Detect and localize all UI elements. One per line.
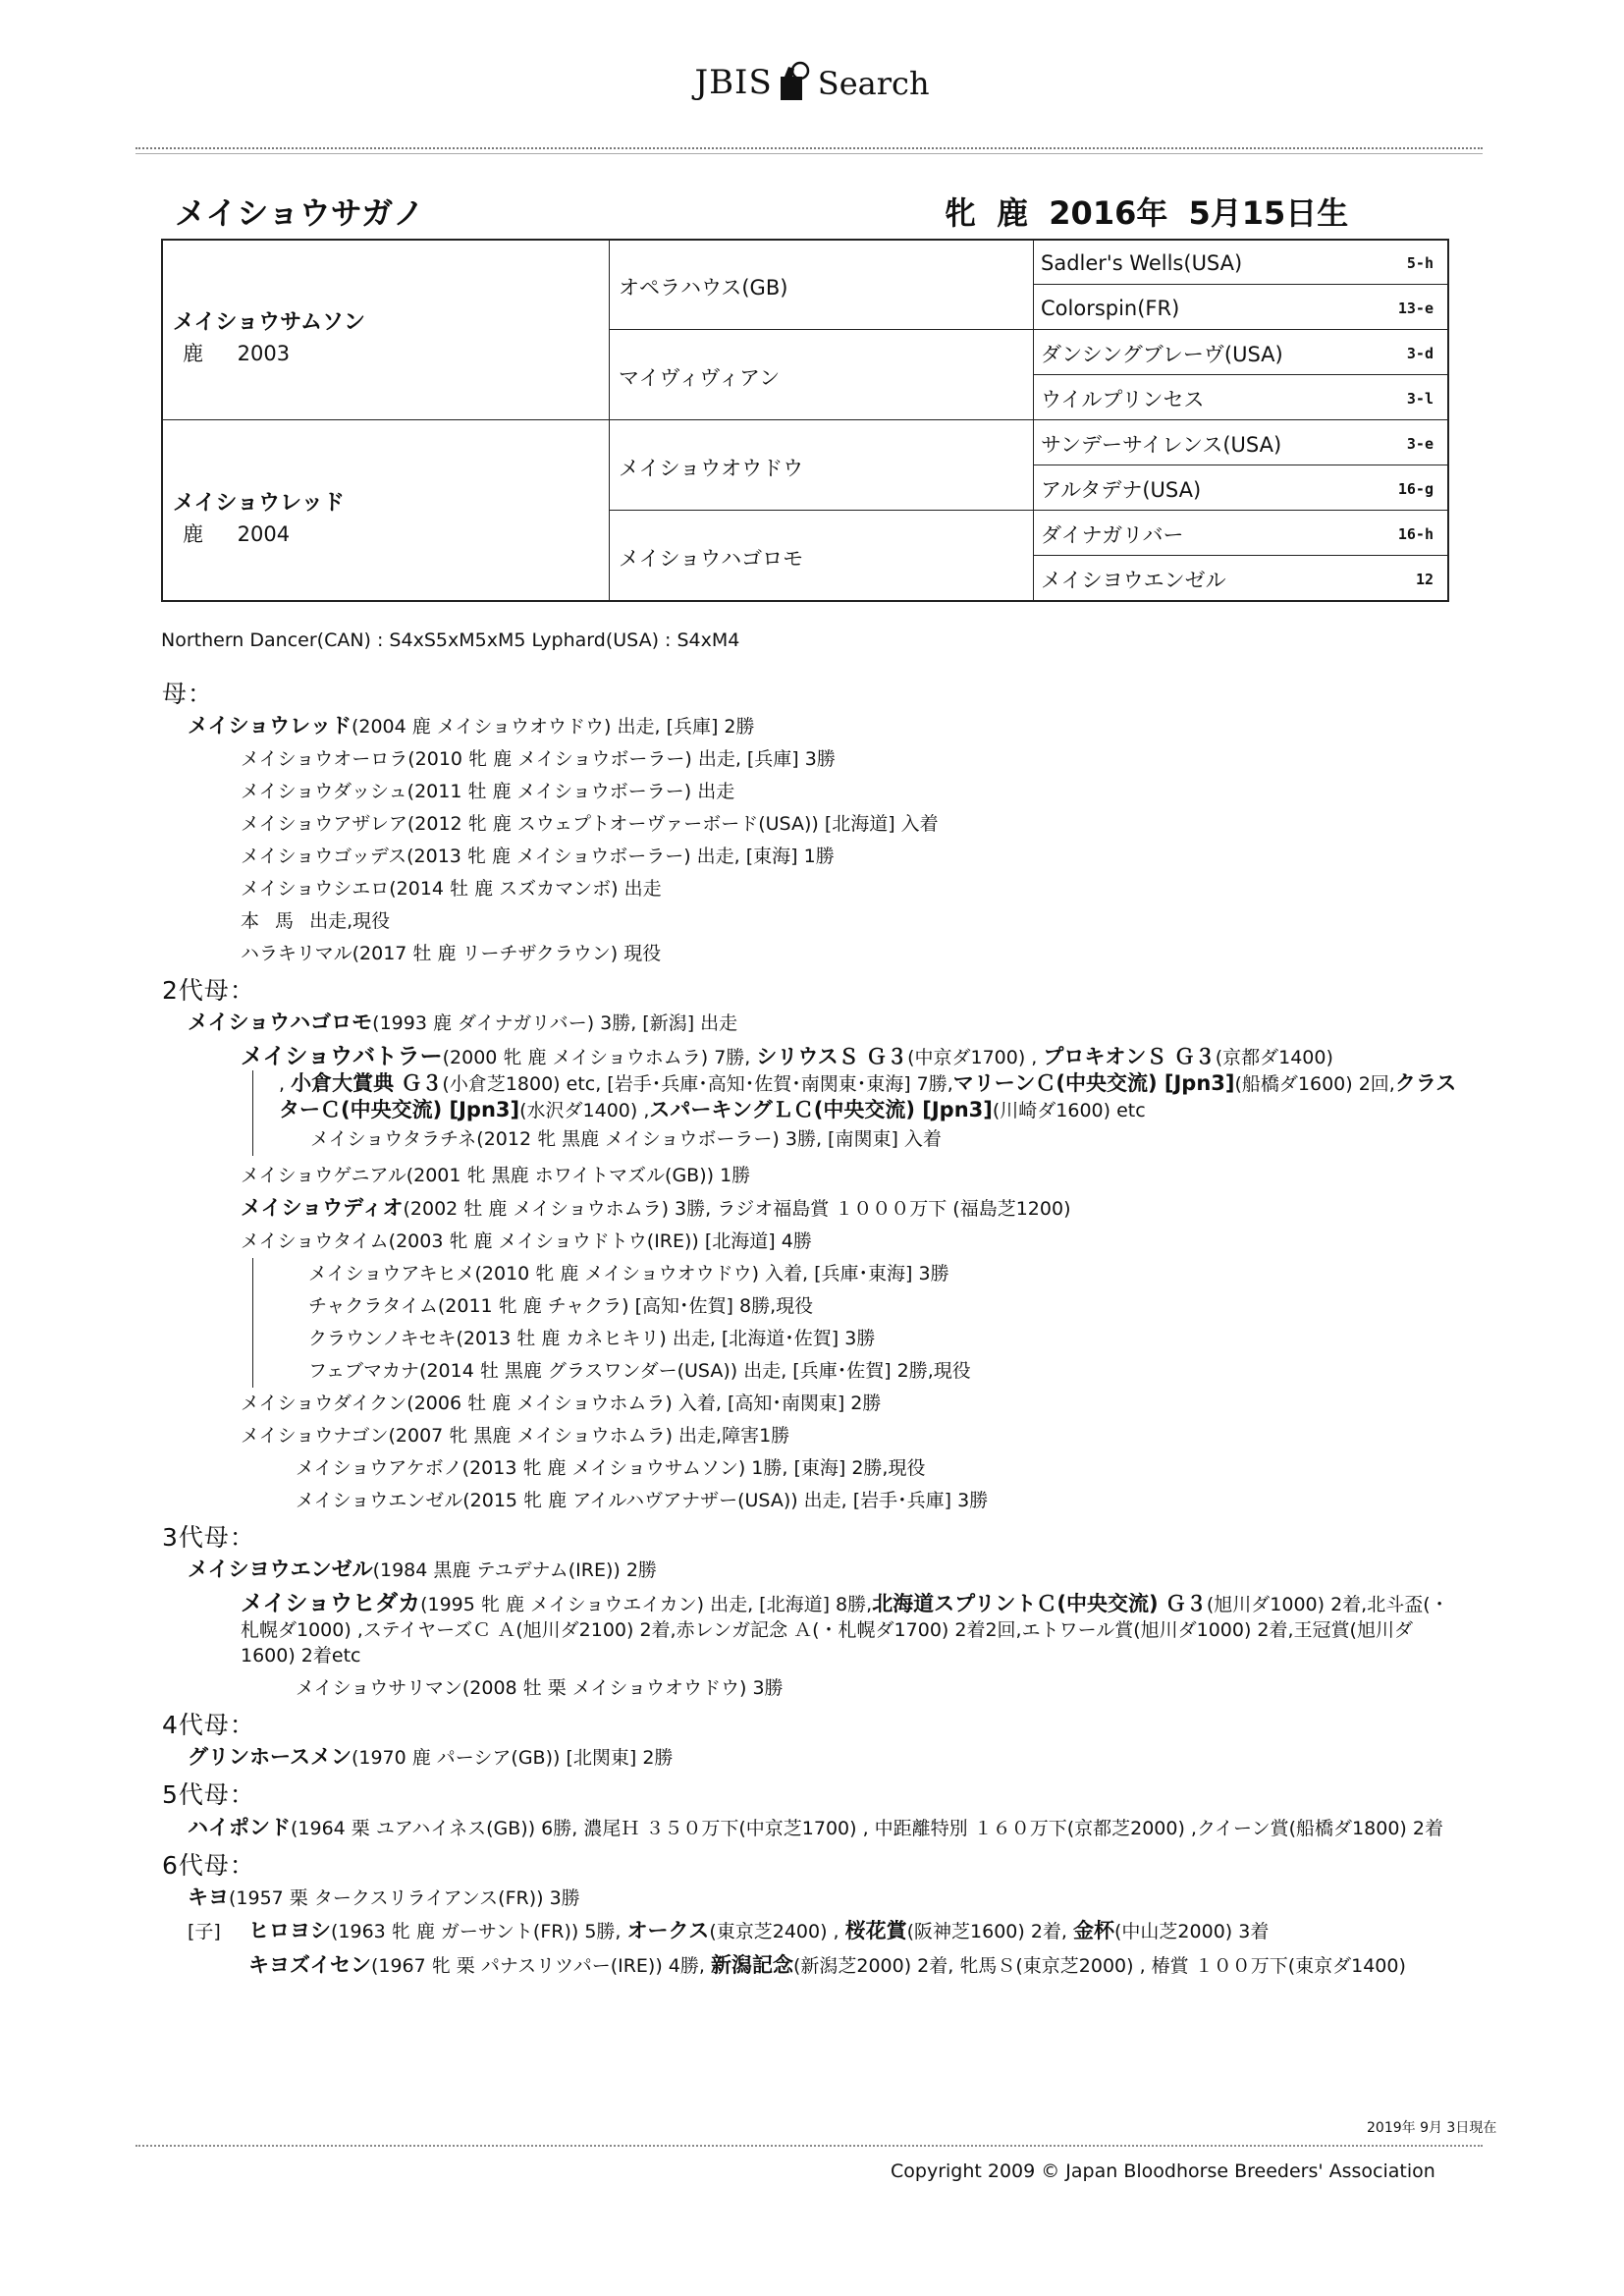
header-divider-line bbox=[135, 153, 1483, 154]
list-item: メイショウエンゼル(2015 牝 鹿 アイルハヴアナザー(USA)) 出走, [岩手･兵庫] 3勝 bbox=[296, 1490, 989, 1511]
jbis-search-logo bbox=[0, 61, 1624, 102]
section-dam: 母： bbox=[162, 680, 214, 708]
grandparent-row: ウイルプリンセス 3-l bbox=[1041, 388, 1434, 411]
list-item: グリンホースメン(1970 鹿 パーシア(GB)) [北関東] 2勝 bbox=[188, 1745, 674, 1769]
list-item: メイショウバトラー(2000 牝 鹿 メイショウホムラ) 7勝, シリウスＳ Ｇ３(中京ダ1700) , プロキオンＳ Ｇ３(京都ダ1400) , 小倉大賞典 Ｇ３(小倉芝1800) etc, [岩手･兵庫･高知･佐賀･南関東･東海] 7勝,マリーンＣ(中央交流) [Jpn3](船橋ダ1600) 2回,クラスターＣ(中央交流) [Jpn3](水沢ダ1400) ,スパーキングＬＣ(中央交流) [Jpn3](川崎ダ1600) etc メイショウタラチネ(2012 牝 黒鹿 メイショウボーラー) 3勝, [南関東] 入着 bbox=[162, 1040, 1478, 1160]
list-item: キヨズイセン(1967 牝 栗 パナスリツパー(IRE)) 4勝, 新潟記念(新潟芝2000) 2着, 牝馬Ｓ(東京芝2000) , 椿賞 １００万下(東京ダ1400) bbox=[248, 1953, 1406, 1977]
grandparent-row: ダンシングブレーヴ(USA) 3-d bbox=[1041, 343, 1434, 366]
footer-divider bbox=[135, 2145, 1483, 2147]
dam-sire: メイショウオウドウ bbox=[619, 457, 804, 480]
sire-cell bbox=[173, 305, 365, 367]
list-item: メイショウサリマン(2008 牡 栗 メイショウオウドウ) 3勝 bbox=[296, 1677, 784, 1699]
header-divider bbox=[135, 147, 1483, 149]
grandparent-row: アルタデナ(USA) 16-g bbox=[1041, 478, 1434, 502]
sire-dam: マイヴィヴィアン bbox=[619, 366, 781, 390]
section-5th-dam: 5代母： bbox=[162, 1780, 255, 1809]
list-item: メイショウダイクン(2006 牡 鹿 メイショウホムラ) 入着, [高知･南関東] 2勝 bbox=[241, 1393, 882, 1414]
list-item: メイショウハゴロモ(1993 鹿 ダイナガリバー) 3勝, [新潟] 出走 bbox=[188, 1011, 738, 1034]
section-3rd-dam: 3代母： bbox=[162, 1523, 255, 1552]
sire-sire: オペラハウス(GB) bbox=[619, 276, 788, 300]
grandparent-row: Sadler's Wells(USA) 5-h bbox=[1041, 251, 1434, 275]
list-item: ハラキリマル(2017 牡 鹿 リーチザクラウン) 現役 bbox=[241, 943, 662, 964]
dam-sub: 鹿 2004 bbox=[183, 522, 291, 546]
section-4th-dam: 4代母： bbox=[162, 1711, 255, 1739]
list-item: メイショウディオ(2002 牡 鹿 メイショウホムラ) 3勝, ラジオ福島賞 １０００万下 (福島芝1200) bbox=[241, 1196, 1071, 1220]
offspring-group bbox=[252, 1258, 1478, 1388]
list-item: メイショウゴッデス(2013 牝 鹿 メイショウボーラー) 出走, [東海] 1勝 bbox=[241, 846, 835, 867]
list-item: [子] ヒロヨシ(1963 牝 鹿 ガーサント(FR)) 5勝, オークス(東京芝2400) , 桜花賞(阪神芝1600) 2着, 金杯(中山芝2000) 3着 bbox=[188, 1919, 1270, 1942]
dam-dam: メイショウハゴロモ bbox=[619, 547, 804, 571]
list-item: メイショウレッド(2004 鹿 メイショウオウドウ) 出走, [兵庫] 2勝 bbox=[188, 714, 755, 738]
list-item: メイショウヒダカ(1995 牝 鹿 メイショウエイカン) 出走, [北海道] 8勝,北海道スプリントＣ(中央交流) Ｇ３(旭川ダ1000) 2着,北斗盃(・札幌ダ1000) ,ステイヤーズＣ Ａ(旭川ダ2100) 2着,赤レンガ記念 Ａ(・札幌ダ1700) 2着2回,エトワール賞(旭川ダ1000) 2着,王冠賞(旭川ダ1600) 2着etc bbox=[241, 1591, 1449, 1667]
grandparent-row: Colorspin(FR) 13-e bbox=[1041, 297, 1434, 320]
list-item: ハイポンド(1964 栗 ユアハイネス(GB)) 6勝, 濃尾Ｈ ３５０万下(中京芝1700) , 中距離特別 １６０万下(京都芝2000) ,クイーン賞(船橋ダ1800) 2着 bbox=[188, 1816, 1443, 1839]
dam-cell bbox=[173, 486, 345, 548]
inbreeding-summary: Northern Dancer(CAN) : S4xS5xM5xM5 Lyphard(USA) : S4xM4 bbox=[161, 629, 740, 651]
list-item: メイシヨウエンゼル(1984 黒鹿 テユデナム(IRE)) 2勝 bbox=[188, 1558, 657, 1581]
sire-name: メイショウサムソン bbox=[173, 310, 366, 335]
grandparent-row: メイシヨウエンゼル 12 bbox=[1041, 569, 1434, 592]
horse-magnifier-icon bbox=[779, 61, 812, 102]
logo-text-search: Search bbox=[817, 65, 930, 102]
copyright-text: Copyright 2009 © Japan Bloodhorse Breeders' Association bbox=[891, 2160, 1435, 2182]
sire-sub: 鹿 2003 bbox=[183, 342, 291, 365]
list-item: メイショウオーロラ(2010 牝 鹿 メイショウボーラー) 出走, [兵庫] 3勝 bbox=[241, 748, 836, 770]
grandparent-row: ダイナガリバー 16-h bbox=[1041, 523, 1434, 547]
as-of-date: 2019年 9月 3日現在 bbox=[1367, 2120, 1497, 2136]
section-2nd-dam: 2代母： bbox=[162, 976, 255, 1005]
family-details bbox=[162, 674, 1478, 1983]
horse-info: 牝 鹿 2016年 5月15日生 bbox=[945, 194, 1349, 232]
list-item: 本 馬 出走,現役 bbox=[241, 910, 391, 932]
logo-text-jbis: JBIS bbox=[694, 63, 773, 102]
list-item: チャクラタイム(2011 牝 鹿 チャクラ) [高知･佐賀] 8勝,現役 bbox=[308, 1295, 814, 1317]
section-6th-dam: 6代母： bbox=[162, 1851, 255, 1880]
list-item: メイショウタイム(2003 牝 鹿 メイショウドトウ(IRE)) [北海道] 4勝 bbox=[241, 1230, 812, 1252]
horse-name: メイショウサガノ bbox=[175, 194, 425, 232]
list-item: メイショウアケボノ(2013 牝 鹿 メイショウサムソン) 1勝, [東海] 2勝,現役 bbox=[296, 1457, 926, 1479]
dam-name: メイショウレッド bbox=[173, 491, 345, 516]
list-item: メイショウダッシュ(2011 牡 鹿 メイショウボーラー) 出走 bbox=[241, 781, 735, 802]
list-item: メイショウアザレア(2012 牝 鹿 スウェプトオーヴァーボード(USA)) [北海道] 入着 bbox=[241, 813, 939, 835]
list-item: メイショウシエロ(2014 牡 鹿 スズカマンボ) 出走 bbox=[241, 878, 662, 900]
list-item: フェブマカナ(2014 牡 黒鹿 グラスワンダー(USA)) 出走, [兵庫･佐賀] 2勝,現役 bbox=[308, 1360, 971, 1382]
list-item: メイショウアキヒメ(2010 牝 鹿 メイショウオウドウ) 入着, [兵庫･東海] 3勝 bbox=[308, 1263, 949, 1285]
grandparent-row: サンデーサイレンス(USA) 3-e bbox=[1041, 433, 1434, 457]
list-item: クラウンノキセキ(2013 牡 鹿 カネヒキリ) 出走, [北海道･佐賀] 3勝 bbox=[308, 1328, 876, 1349]
list-item: メイショウゲニアル(2001 牝 黒鹿 ホワイトマズル(GB)) 1勝 bbox=[241, 1165, 751, 1186]
list-item: キヨ(1957 栗 タークスリライアンス(FR)) 3勝 bbox=[188, 1886, 580, 1909]
list-item: メイショウナゴン(2007 牝 黒鹿 メイショウホムラ) 出走,障害1勝 bbox=[241, 1425, 790, 1447]
